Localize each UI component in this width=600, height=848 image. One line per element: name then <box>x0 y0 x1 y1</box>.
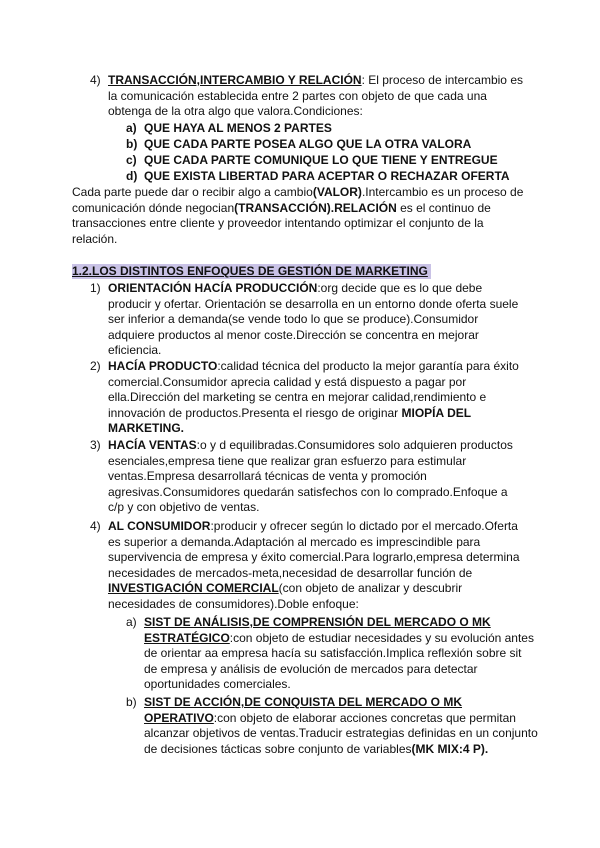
item-body: : El proceso de intercambio es la comunicación establecida entre 2 partes con objeto de que cada una obtenga de la otra algo que valora.Condiciones: <box>108 73 523 119</box>
item-body: :org decide que es lo que debe producir y ofertar. Orientación se desarrolla en un entorno donde oferta suele ser inferior a demanda(se vende todo lo que se produce).Consumidor adquiere productos al menor coste.Dirección se concentra en mejorar eficiencia. <box>108 281 519 358</box>
condition-b <box>126 137 546 153</box>
list-number: a) <box>126 615 137 629</box>
list-number: b) <box>126 695 137 709</box>
enfoque-1 <box>90 281 526 359</box>
list-number: 3) <box>90 438 101 452</box>
list-item-text <box>108 73 526 120</box>
item-tail: MIOPÍA DEL MARKETING. <box>108 405 471 436</box>
condition-d <box>126 169 546 185</box>
list-number: 1) <box>90 281 101 295</box>
condition-text: QUE HAYA AL MENOS 2 PARTES <box>144 121 332 135</box>
condition-text: QUE EXISTA LIBERTAD PARA ACEPTAR O RECHAZAR OFERTA <box>144 169 510 183</box>
item-body: :calidad técnica del producto la mejor garantía para éxito comercial.Consumidor aprecia calidad y está dispuesto a pagar por ella.Dirección del marketing se centra en mejorar calidad,rendimiento e innovación de productos.Presenta el riesgo de originar <box>108 359 519 420</box>
list-number: 2) <box>90 359 101 373</box>
condition-text: QUE CADA PARTE COMUNIQUE LO QUE TIENE Y ENTREGUE <box>144 153 498 167</box>
item-title: SIST DE ACCIÓN,DE CONQUISTA DEL MERCADO O MK OPERATIVO <box>144 695 463 725</box>
list-item-text <box>108 359 526 437</box>
list-item-text <box>144 695 538 757</box>
investigacion-comercial-link: INVESTIGACIÓN COMERCIAL <box>108 581 279 596</box>
list-number: a) <box>126 121 137 135</box>
text-run: es el continuo de transacciones entre cliente y proveedor intentando optimizar el conjunto de la relación. <box>72 200 491 246</box>
list-item-text <box>108 519 526 613</box>
list-number: 4) <box>90 73 101 87</box>
item-body: :producir y ofrecer según lo dictado por el mercado.Oferta es superior a demanda.Adaptación al mercado es imprescindible para supervivencia de empresa y éxito comercial.Para lograrlo,empresa determina necesidades de mercados-meta,necesidad de desarrollar función de <box>108 519 520 580</box>
item-body: :o y d equilibradas.Consumidores solo adquieren productos esenciales,empresa tiene que realizar gran esfuerzo para estimular ventas.Empresa desarrollará técnicas de venta y promoción agresivas.Consumidores quedarán satisfechos con lo comprado.Enfoque a c/p y con objetivo de ventas. <box>108 438 513 515</box>
list-number: c) <box>126 153 137 167</box>
condition-a <box>126 121 546 137</box>
item-title: ORIENTACIÓN HACÍA PRODUCCIÓN <box>108 281 318 295</box>
section-4 <box>90 73 526 120</box>
item-body-2: (con objeto de analizar y descubrir necesidades de consumidores).Doble enfoque: <box>108 581 463 611</box>
list-number: b) <box>126 137 138 151</box>
list-item-text <box>144 615 538 693</box>
item-body: :con objeto de estudiar necesidades y su evolución antes de orientar aa empresa hacía su satisfacción.Implica reflexión sobre sit de empresa y análisis de evolución de mercados para detectar oportunidades comerciales. <box>144 630 534 692</box>
list-number: d) <box>126 169 138 183</box>
text-run: Cada parte puede dar o recibir algo a cambio <box>72 185 313 199</box>
enfoque-sub-b <box>126 695 538 757</box>
item-body: :con objeto de elaborar acciones concretas que permitan alcanzar objetivos de ventas.Traducir estrategias definidas en un conjunto de decisiones tácticas sobre conjunto de variables <box>144 710 538 756</box>
condition-c <box>126 153 546 169</box>
intercambio-paragraph <box>72 185 528 247</box>
bold-run: (VALOR) <box>312 185 362 199</box>
item-title: HACÍA PRODUCTO <box>108 359 218 373</box>
enfoque-2 <box>90 359 526 437</box>
item-title: TRANSACCIÓN,INTERCAMBIO Y RELACIÓN <box>108 73 362 87</box>
section-heading: 1.2.LOS DISTINTOS ENFOQUES DE GESTIÓN DE MARKETING <box>72 264 431 279</box>
bold-run: (TRANSACCIÓN).RELACIÓN <box>234 200 397 215</box>
item-title: AL CONSUMIDOR <box>108 519 211 533</box>
list-item-text <box>108 438 526 516</box>
list-number: 4) <box>90 519 101 533</box>
enfoque-sub-a <box>126 615 538 693</box>
item-title: SIST DE ANÁLISIS,DE COMPRENSIÓN DEL MERCADO O MK ESTRATÉGICO <box>144 615 491 645</box>
item-title: HACÍA VENTAS <box>108 438 197 452</box>
text-run: .Intercambio es un proceso de comunicación dónde negocian <box>72 185 524 215</box>
item-tail: (MK MIX:4 P). <box>411 741 489 756</box>
condition-text: QUE CADA PARTE POSEA ALGO QUE LA OTRA VALORA <box>144 137 472 151</box>
list-item-text <box>108 281 526 359</box>
enfoque-4 <box>90 519 526 613</box>
enfoque-3 <box>90 438 526 516</box>
